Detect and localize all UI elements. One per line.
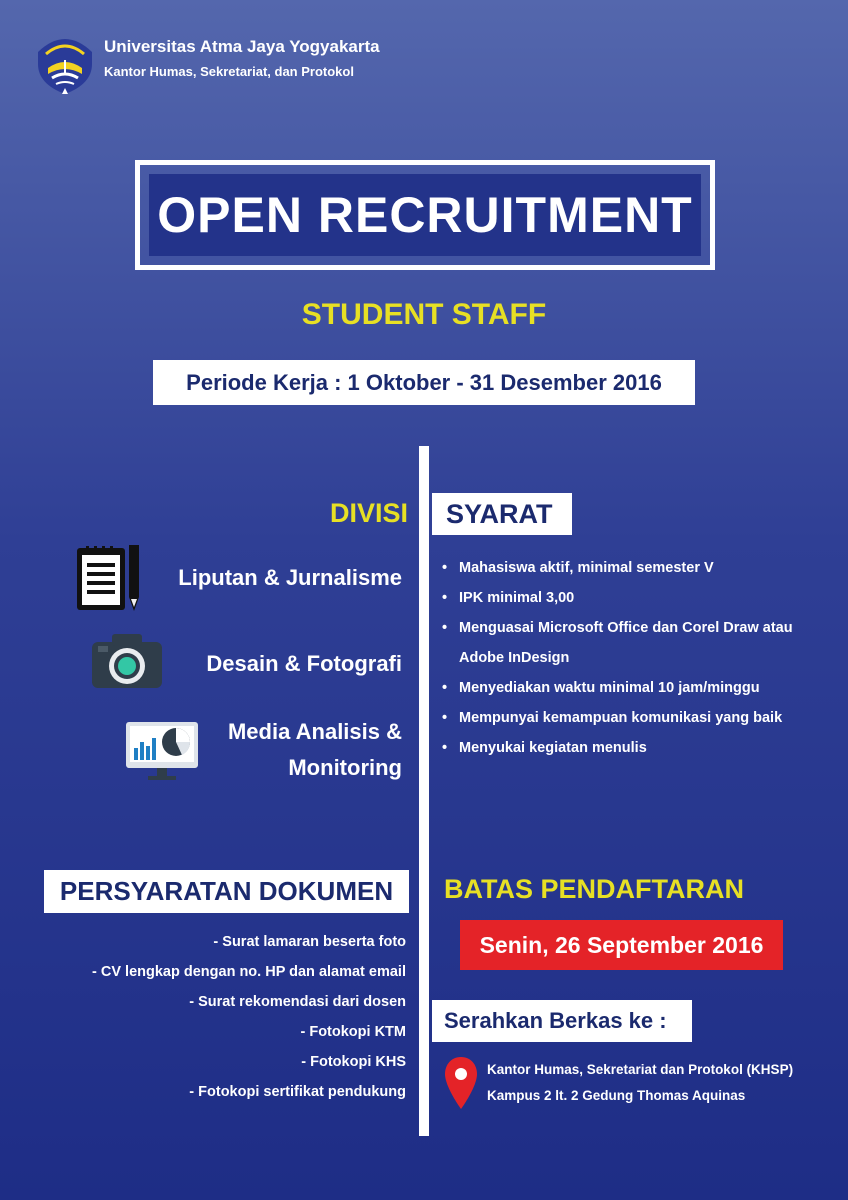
title-box — [135, 160, 715, 270]
camera-icon — [90, 632, 164, 690]
serahkan-heading: Serahkan Berkas ke : — [432, 1000, 692, 1042]
office-name: Kantor Humas, Sekretariat, dan Protokol — [104, 64, 354, 79]
list-item: - Surat rekomendasi dari dosen — [189, 994, 406, 1010]
center-divider — [419, 446, 429, 1136]
list-item: • Menyediakan waktu minimal 10 jam/minggu — [440, 673, 810, 703]
list-item: - Fotokopi KTM — [300, 1024, 406, 1040]
list-item: - Fotokopi KHS — [301, 1054, 406, 1070]
list-item: • Menguasai Microsoft Office dan Corel Draw atau Adobe InDesign — [440, 613, 810, 673]
page-title: OPEN RECRUITMENT — [157, 187, 693, 243]
work-period: Periode Kerja : 1 Oktober - 31 Desember 2016 — [153, 360, 695, 405]
list-item: • Mahasiswa aktif, minimal semester V — [440, 553, 810, 583]
batas-heading: BATAS PENDAFTARAN — [444, 874, 744, 904]
dokumen-heading: PERSYARATAN DOKUMEN — [44, 870, 409, 913]
deadline-date: Senin, 26 September 2016 — [460, 920, 783, 970]
list-item: - Surat lamaran beserta foto — [213, 934, 406, 950]
university-logo — [34, 30, 96, 96]
list-item: - Fotokopi sertifikat pendukung — [189, 1084, 406, 1100]
monitor-chart-icon — [124, 720, 200, 782]
divisi-item-media-line2: Monitoring — [288, 755, 402, 780]
dokumen-list — [40, 927, 406, 1107]
university-name: Universitas Atma Jaya Yogyakarta — [104, 37, 380, 56]
divisi-heading: DIVISI — [329, 498, 408, 528]
location-pin-icon — [443, 1055, 479, 1111]
syarat-list — [440, 553, 810, 763]
subtitle: STUDENT STAFF — [301, 298, 547, 331]
syarat-heading: SYARAT — [432, 493, 572, 535]
list-item: - CV lengkap dengan no. HP dan alamat email — [92, 964, 406, 980]
divisi-item-media-line1: Media Analisis & — [227, 719, 402, 744]
list-item: • IPK minimal 3,00 — [440, 583, 810, 613]
address-line2: Kampus 2 lt. 2 Gedung Thomas Aquinas — [487, 1088, 746, 1103]
divisi-item-desain: Desain & Fotografi — [206, 651, 402, 676]
list-item: • Mempunyai kemampuan komunikasi yang baik — [440, 703, 810, 733]
notepad-pencil-icon — [74, 543, 144, 613]
list-item: • Menyukai kegiatan menulis — [440, 733, 810, 763]
address-line1: Kantor Humas, Sekretariat dan Protokol (KHSP) — [487, 1062, 794, 1077]
divisi-item-liputan: Liputan & Jurnalisme — [178, 565, 402, 590]
